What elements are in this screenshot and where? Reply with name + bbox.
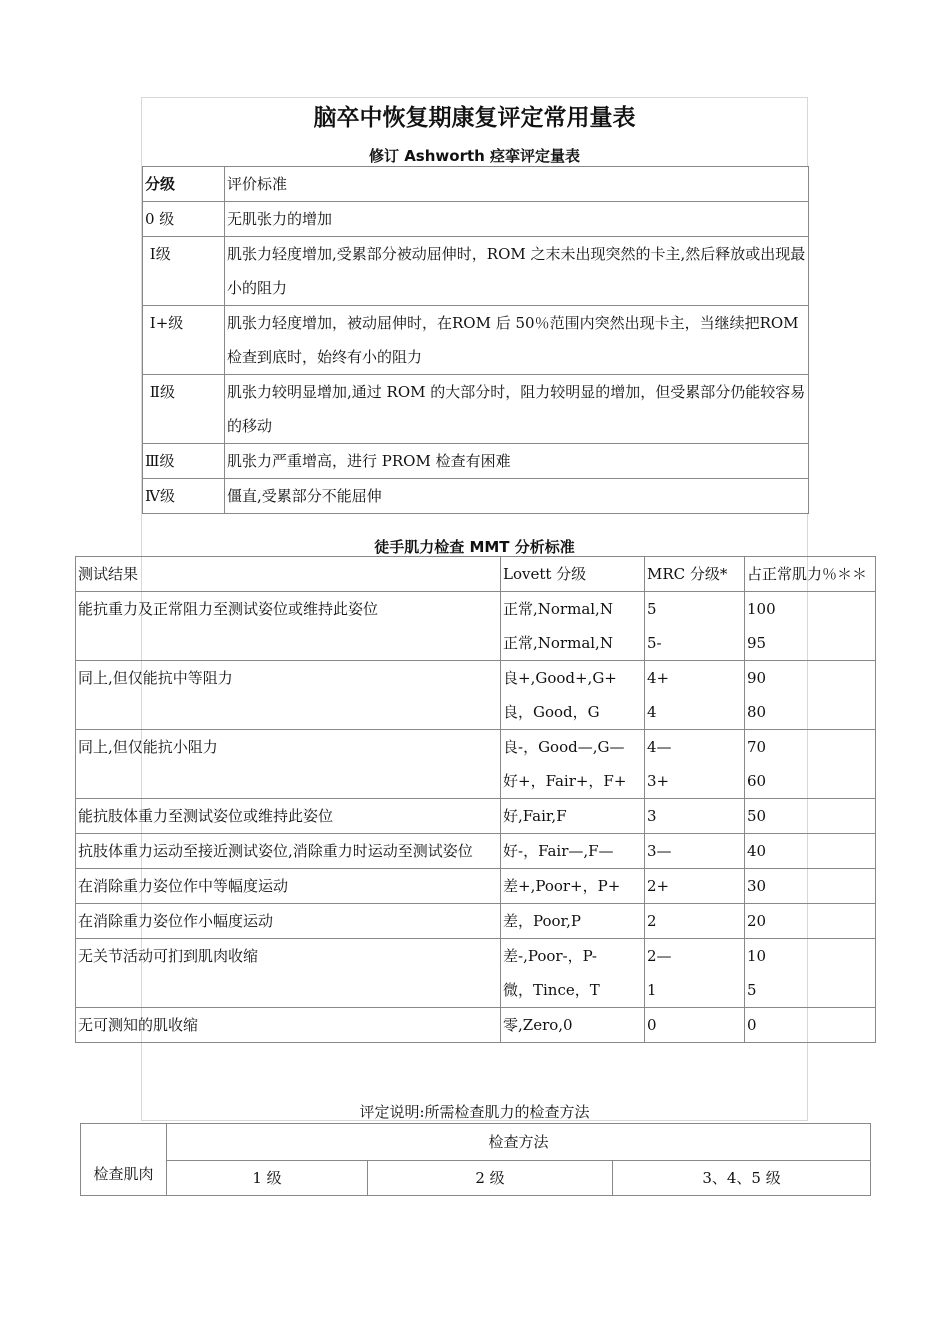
pct-cell — [745, 834, 876, 869]
lovett-value: 零,Zero,0 — [503, 1016, 573, 1034]
pct-value: 90 — [747, 669, 767, 687]
pct-cell — [745, 869, 876, 904]
lovett-value: 良+,Good+,G+ — [503, 669, 617, 687]
lovett-cell — [501, 939, 645, 1008]
pct-value: 80 — [747, 703, 767, 721]
lovett-cell — [501, 592, 645, 661]
table-row — [76, 730, 876, 799]
lovett-value: 良-，Good—,G— — [503, 738, 625, 756]
lovett-value: 差，Poor,P — [503, 912, 581, 930]
lovett-cell — [501, 904, 645, 939]
pct-cell — [745, 904, 876, 939]
table-row — [76, 869, 876, 904]
header-method: 检查方法 — [167, 1124, 871, 1161]
pct-cell — [745, 730, 876, 799]
mrc-value: 3+ — [647, 772, 670, 790]
mrc-value: 2— — [647, 947, 672, 965]
pct-value: 5 — [747, 981, 757, 999]
table-row — [143, 237, 809, 306]
table-row — [143, 375, 809, 444]
mrc-value: 3 — [647, 807, 657, 825]
grade-cell: Ⅳ级 — [143, 479, 225, 514]
criteria-cell: 僵直,受累部分不能屈伸 — [225, 479, 809, 514]
header-level-1: 1 级 — [167, 1161, 368, 1196]
table-row — [143, 306, 809, 375]
pct-cell — [745, 661, 876, 730]
header-pct: 占正常肌力％＊＊ — [745, 557, 876, 592]
ashworth-caption: 修订 Ashworth 痉挛评定量表 — [368, 147, 581, 165]
mrc-value: 4+ — [647, 669, 670, 687]
pct-value: 95 — [747, 634, 767, 652]
mmt-caption: 徒手肌力检查 MMT 分析标准 — [374, 538, 575, 556]
table-row — [143, 479, 809, 514]
pct-value: 10 — [747, 947, 767, 965]
table-row — [76, 834, 876, 869]
header-level-2: 2 级 — [368, 1161, 613, 1196]
assessment-note: 评定说明:所需检查肌力的检查方法 — [359, 1103, 590, 1121]
table-header-row — [76, 557, 876, 592]
lovett-cell — [501, 661, 645, 730]
grade-cell: Ⅱ级 — [143, 375, 225, 444]
grade-cell: Ⅲ级 — [143, 444, 225, 479]
mrc-cell — [645, 869, 745, 904]
table-row — [76, 904, 876, 939]
result-cell: 同上,但仅能抗中等阻力 — [76, 661, 501, 730]
lovett-value: 良，Good，G — [503, 703, 600, 721]
table-row — [76, 1008, 876, 1043]
criteria-cell: 肌张力轻度增加，被动屈伸时，在ROM 后 50％范围内突然出现卡主，当继续把ROM 检查到底时，始终有小的阻力 — [225, 306, 809, 375]
criteria-cell: 肌张力严重增高，进行 PROM 检查有困难 — [225, 444, 809, 479]
header-grade: 分级 — [143, 167, 225, 202]
table-row — [76, 939, 876, 1008]
grade-cell: Ⅰ级 — [143, 237, 225, 306]
header-result: 测试结果 — [76, 557, 501, 592]
mrc-value: 4 — [647, 703, 657, 721]
pct-value: 40 — [747, 842, 767, 860]
mrc-cell — [645, 592, 745, 661]
lovett-value: 差-,Poor-，P- — [503, 947, 597, 965]
mrc-value: 3— — [647, 842, 672, 860]
result-cell: 无关节活动可扪到肌肉收缩 — [76, 939, 501, 1008]
pct-cell — [745, 799, 876, 834]
table-row — [76, 661, 876, 730]
lovett-cell — [501, 1008, 645, 1043]
lovett-cell — [501, 730, 645, 799]
grade-cell: 0 级 — [143, 202, 225, 237]
mrc-cell — [645, 1008, 745, 1043]
mrc-cell — [645, 834, 745, 869]
header-lovett: Lovett 分级 — [501, 557, 645, 592]
header-muscle: 检查肌肉 — [81, 1124, 167, 1196]
table-row — [76, 799, 876, 834]
method-table — [80, 1123, 871, 1196]
lovett-cell — [501, 834, 645, 869]
ashworth-table — [142, 166, 809, 514]
result-cell: 在消除重力姿位作中等幅度运动 — [76, 869, 501, 904]
table-row — [143, 444, 809, 479]
mrc-value: 1 — [647, 981, 657, 999]
mrc-cell — [645, 904, 745, 939]
mrc-cell — [645, 661, 745, 730]
header-level-345: 3、4、5 级 — [613, 1161, 871, 1196]
result-cell: 无可测知的肌收缩 — [76, 1008, 501, 1043]
pct-cell — [745, 1008, 876, 1043]
table-header-row — [143, 167, 809, 202]
criteria-cell: 肌张力较明显增加,通过 ROM 的大部分时，阻力较明显的增加，但受累部分仍能较容易的移动 — [225, 375, 809, 444]
pct-value: 20 — [747, 912, 767, 930]
mrc-value: 0 — [647, 1016, 657, 1034]
lovett-value: 好+，Fair+，F+ — [503, 772, 627, 790]
result-cell: 同上,但仅能抗小阻力 — [76, 730, 501, 799]
pct-value: 70 — [747, 738, 767, 756]
table-row — [76, 592, 876, 661]
result-cell: 抗肢体重力运动至接近测试姿位,消除重力时运动至测试姿位 — [76, 834, 501, 869]
lovett-cell — [501, 869, 645, 904]
pct-value: 60 — [747, 772, 767, 790]
mrc-cell — [645, 939, 745, 1008]
pct-cell — [745, 939, 876, 1008]
mmt-table — [75, 556, 876, 1043]
mrc-value: 2 — [647, 912, 657, 930]
criteria-cell: 肌张力轻度增加,受累部分被动屈伸时，ROM 之末未出现突然的卡主,然后释放或出现最小的阻力 — [225, 237, 809, 306]
result-cell: 在消除重力姿位作小幅度运动 — [76, 904, 501, 939]
criteria-cell: 无肌张力的增加 — [225, 202, 809, 237]
table-header-row — [81, 1161, 871, 1196]
lovett-value: 好,Fair,F — [503, 807, 567, 825]
lovett-value: 微，Tince，T — [503, 981, 600, 999]
mrc-value: 5- — [647, 634, 662, 652]
lovett-value: 正常,Normal,N — [503, 600, 613, 618]
mrc-cell — [645, 799, 745, 834]
page-title: 脑卒中恢复期康复评定常用量表 — [313, 104, 636, 131]
result-cell: 能抗重力及正常阻力至测试姿位或维持此姿位 — [76, 592, 501, 661]
lovett-value: 好-，Fair—,F— — [503, 842, 614, 860]
pct-value: 50 — [747, 807, 767, 825]
lovett-value: 差+,Poor+，P+ — [503, 877, 621, 895]
header-mrc: MRC 分级* — [645, 557, 745, 592]
pct-cell — [745, 592, 876, 661]
mrc-value: 2+ — [647, 877, 670, 895]
lovett-cell — [501, 799, 645, 834]
lovett-value: 正常,Normal,N — [503, 634, 613, 652]
table-header-row — [81, 1124, 871, 1161]
mrc-cell — [645, 730, 745, 799]
mrc-value: 5 — [647, 600, 657, 618]
grade-cell: Ⅰ+级 — [143, 306, 225, 375]
pct-value: 0 — [747, 1016, 757, 1034]
table-row — [143, 202, 809, 237]
result-cell: 能抗肢体重力至测试姿位或维持此姿位 — [76, 799, 501, 834]
pct-value: 30 — [747, 877, 767, 895]
header-criteria: 评价标准 — [225, 167, 809, 202]
mrc-value: 4— — [647, 738, 672, 756]
pct-value: 100 — [747, 600, 776, 618]
